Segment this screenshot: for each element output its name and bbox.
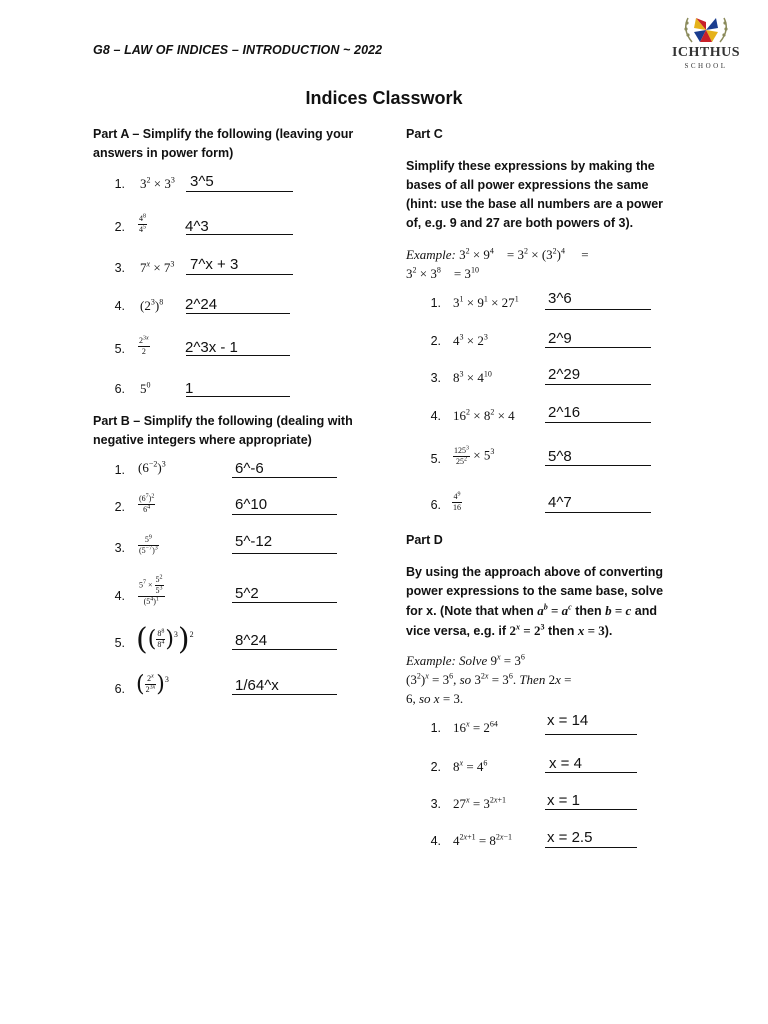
answer-line: [186, 234, 293, 235]
part-a-answer-6: 1: [185, 380, 194, 397]
answer-line: [545, 347, 651, 348]
part-b-num-5: 5.: [114, 636, 125, 650]
part-a-expr-3: $7^x \times 7^3$: [140, 259, 175, 275]
part-b-answer-5: 8^24: [235, 632, 268, 649]
part-a-heading: Part A – Simplify the following (leaving your answers in power form): [93, 127, 354, 160]
school-logo: [666, 14, 746, 72]
answer-line: [232, 514, 337, 515]
part-b-answer-1: 6^-6: [235, 460, 264, 477]
part-c-answer-4: 2^16: [548, 404, 581, 421]
part-c-example-label: Example:: [406, 247, 456, 262]
part-a-answer-2: 4^3: [185, 218, 209, 235]
part-d-num-3: 3.: [430, 797, 441, 811]
part-c-num-1: 1.: [430, 296, 441, 310]
part-b-expr-5: (( $\frac{8^8}{8^4}$ )$^3$)$^2$: [136, 622, 194, 657]
part-b-answer-3: 5^-12: [235, 533, 273, 550]
page-title: Indices Classwork: [305, 88, 463, 108]
part-c-expr-6: $\frac{4^9}{16}$: [453, 491, 461, 512]
answer-line: [545, 847, 637, 848]
part-b-num-2: 2.: [114, 500, 125, 514]
part-a-num-3: 3.: [114, 261, 125, 275]
part-b-num-6: 6.: [114, 682, 125, 696]
document-header: G8 – LAW OF INDICES – INTRODUCTION ~ 2022: [93, 43, 383, 57]
part-b-expr-6: ( $\frac{2^x}{2^{3x}}$ )$^3$: [136, 672, 169, 697]
part-d-expr-3: $27^x = 3^{2x+1}$: [453, 795, 506, 811]
part-d-answer-2: x = 4: [549, 755, 582, 772]
answer-line: [545, 465, 651, 466]
answer-line: [545, 809, 637, 810]
part-b-expr-1: $(6^{-2})^3$: [138, 459, 166, 475]
part-b-answer-4: 5^2: [235, 585, 259, 602]
part-d-answer-3: x = 1: [547, 792, 580, 809]
part-c-num-2: 2.: [430, 334, 441, 348]
answer-line: [545, 384, 651, 385]
part-d-expr-2: $8^x = 4^6$: [453, 758, 488, 774]
part-a-expr-6: $5^0$: [140, 380, 151, 396]
part-c-heading: Part C: [406, 127, 443, 141]
part-b-heading: Part B – Simplify the following (dealing with negative integers where appropriate): [93, 414, 353, 447]
answer-line: [186, 396, 290, 397]
answer-line: [545, 772, 637, 773]
part-d-num-2: 2.: [430, 760, 441, 774]
part-d-example: Example: Solve $9^x = 3^6$ $(3^2)^x = 3^6$, so $3^{2x} = 3^6$. Then 2x = 6, so x = 3.: [406, 652, 572, 706]
part-c-expr-1: $3^1 \times 9^1 \times 27^1$: [453, 294, 519, 310]
answer-line: [186, 355, 290, 356]
part-c-example: Example: $3^2 \times 9^4$ = $3^2 \times (3^2)^4$ = $3^2 \times 3^8$ = $3^{10}$: [406, 246, 589, 281]
answer-line: [232, 477, 337, 478]
part-d-instructions: By using the approach above of converting power expressions to the same base, solve for x. (Note that when $a^b = a^c$ then b = c and vice versa, e.g. if $2^x = 2^3$ then x = 3).: [406, 565, 664, 638]
logo-name: ICHTHUS: [671, 45, 741, 60]
part-a-num-6: 6.: [114, 382, 125, 396]
answer-line: [545, 734, 637, 735]
answer-line: [232, 553, 337, 554]
part-a-expr-2: $\frac{4^8}{4^5}$: [139, 213, 146, 234]
part-a-answer-5: 2^3x - 1: [185, 339, 238, 356]
answer-line: [186, 191, 293, 192]
part-a-num-5: 5.: [114, 342, 125, 356]
answer-line: [232, 694, 337, 695]
part-a-answer-1: 3^5: [190, 173, 214, 190]
part-a-expr-5: $\frac{2^{3x}}{2}$: [139, 335, 149, 356]
answer-line: [186, 274, 293, 275]
part-a-num-1: 1.: [114, 177, 125, 191]
part-d-heading: Part D: [406, 533, 443, 547]
answer-line: [186, 313, 290, 314]
part-b-answer-6: 1/64^x: [235, 677, 279, 694]
logo-subtitle: SCHOOL: [684, 62, 728, 70]
part-c-answer-1: 3^6: [548, 290, 572, 307]
part-a-answer-3: 7^x + 3: [190, 256, 239, 273]
part-a-expr-1: $3^2 \times 3^3$: [140, 175, 175, 191]
ichthus-crest-icon: [666, 14, 746, 46]
part-c-num-4: 4.: [430, 409, 441, 423]
part-d-expr-1: $16^x = 2^{64}$: [453, 719, 498, 735]
answer-line: [545, 422, 651, 423]
part-c-expr-3: $8^3 \times 4^{10}$: [453, 369, 492, 385]
part-c-answer-5: 5^8: [548, 448, 572, 465]
part-b-num-1: 1.: [114, 463, 125, 477]
part-c-answer-6: 4^7: [548, 494, 572, 511]
answer-line: [232, 602, 337, 603]
part-c-expr-2: $4^3 \times 2^3$: [453, 332, 488, 348]
part-b-expr-3: $\frac{5^9}{(5^{-7})^3}$: [139, 534, 158, 555]
part-c-answer-2: 2^9: [548, 330, 572, 347]
part-d-expr-4: $4^{2x+1} = 8^{2x-1}$: [453, 832, 512, 848]
part-c-instructions: Simplify these expressions by making the bases of all power expressions the same (hint: use the base all numbers are a power of, e.g. 9 and 27 are both powers of 3).: [406, 159, 664, 230]
part-c-expr-4: $16^2 \times 8^2 \times 4$: [453, 407, 515, 423]
part-b-answer-2: 6^10: [235, 496, 268, 513]
part-b-expr-4: $5^7$ × $\frac{5^2}{5^3}$ $(5^4)^1$: [139, 574, 163, 606]
answer-line: [545, 309, 651, 310]
part-c-answer-3: 2^29: [548, 366, 581, 383]
part-c-expr-5: $\frac{125^3}{25^2}$ × $5^3$: [454, 445, 495, 466]
part-c-num-5: 5.: [430, 452, 441, 466]
part-a-num-4: 4.: [114, 299, 125, 313]
part-d-num-1: 1.: [430, 721, 441, 735]
answer-line: [545, 512, 651, 513]
part-b-num-3: 3.: [114, 541, 125, 555]
part-a-num-2: 2.: [114, 220, 125, 234]
part-c-num-6: 6.: [430, 498, 441, 512]
part-d-answer-1: x = 14: [547, 712, 589, 729]
part-d-answer-4: x = 2.5: [547, 829, 593, 846]
part-c-num-3: 3.: [430, 371, 441, 385]
answer-line: [232, 649, 337, 650]
part-a-expr-4: $(2^3)^8$: [140, 297, 164, 313]
part-b-num-4: 4.: [114, 589, 125, 603]
part-b-expr-2: $\frac{(6^7)^2}{6^4}$: [139, 493, 155, 514]
part-d-example-label: Example: Solve: [406, 653, 488, 668]
part-a-answer-4: 2^24: [185, 296, 218, 313]
part-d-num-4: 4.: [430, 834, 441, 848]
